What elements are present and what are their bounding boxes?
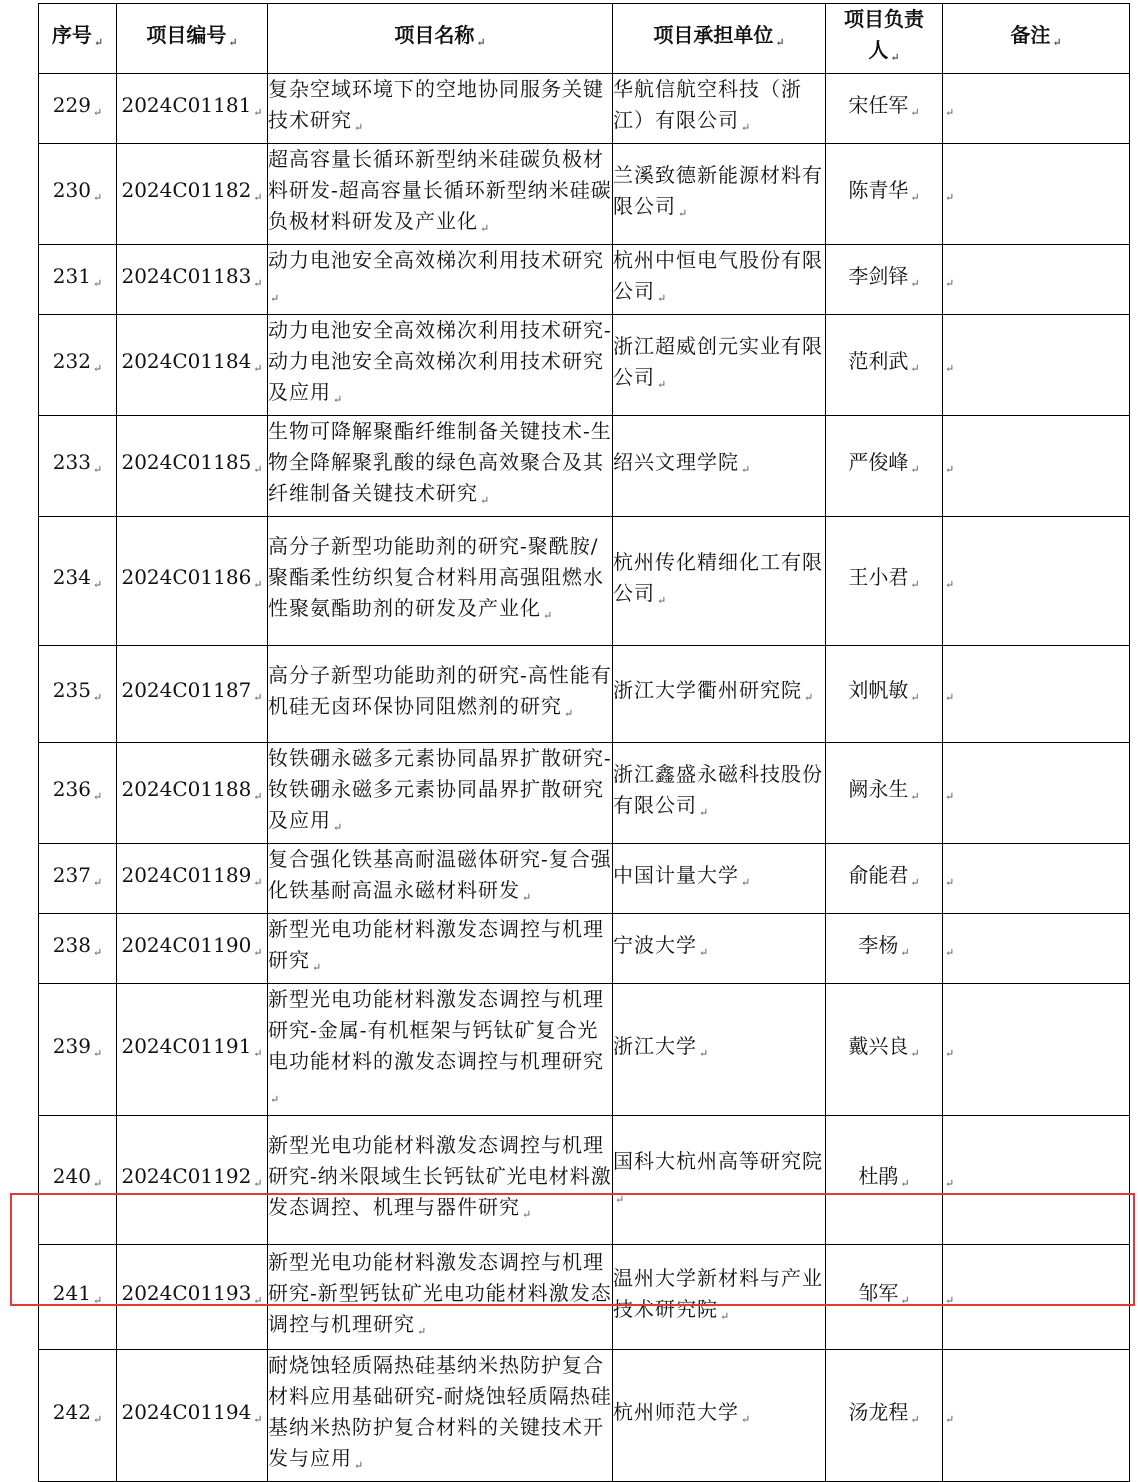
header-leader: 项目负责人 $_↵$ xyxy=(826,4,943,74)
cell-leader: 俞能君 $_↵$ xyxy=(826,844,943,914)
cell-project-name: 新型光电功能材料激发态调控与机理研究 $_↵$ xyxy=(268,914,613,984)
header-note: 备注 $_↵$ xyxy=(943,4,1130,74)
cell-number: 241 $_↵$ xyxy=(39,1245,117,1350)
table-row xyxy=(39,74,1130,144)
cell-note: ↵ xyxy=(943,1245,1130,1350)
cell-project-code: 2024C01185 $_↵$ xyxy=(117,416,268,517)
table-row xyxy=(39,245,1130,315)
cell-note: ↵ xyxy=(943,914,1130,984)
cell-number: 229 $_↵$ xyxy=(39,74,117,144)
cell-project-name: 动力电池安全高效梯次利用技术研究$_↵$ xyxy=(268,245,613,315)
cell-number: 232 $_↵$ xyxy=(39,315,117,416)
cell-number: 235 $_↵$ xyxy=(39,646,117,743)
cell-project-code: 2024C01181 $_↵$ xyxy=(117,74,268,144)
cell-project-name: 高分子新型功能助剂的研究-高性能有机硅无卤环保协同阻燃剂的研究 $_↵$ xyxy=(268,646,613,743)
cell-number: 237 $_↵$ xyxy=(39,844,117,914)
cell-project-name: 新型光电功能材料激发态调控与机理研究-纳米限域生长钙钛矿光电材料激发态调控、机理与器件研究 $_↵$ xyxy=(268,1116,613,1245)
cell-project-code: 2024C01182 $_↵$ xyxy=(117,144,268,245)
table-row xyxy=(39,844,1130,914)
project-table xyxy=(38,3,1130,1482)
table-row xyxy=(39,416,1130,517)
cell-number: 233 $_↵$ xyxy=(39,416,117,517)
cell-note: ↵ xyxy=(943,984,1130,1116)
cell-organization: 中国计量大学 $_↵$ xyxy=(613,844,826,914)
cell-organization: 杭州师范大学 $_↵$ xyxy=(613,1350,826,1482)
cell-project-code: 2024C01187 $_↵$ xyxy=(117,646,268,743)
cell-note: ↵ xyxy=(943,646,1130,743)
cell-note: ↵ xyxy=(943,74,1130,144)
cell-organization: 宁波大学 $_↵$ xyxy=(613,914,826,984)
cell-number: 236 $_↵$ xyxy=(39,743,117,844)
table-row xyxy=(39,1116,1130,1245)
cell-project-code: 2024C01193 $_↵$ xyxy=(117,1245,268,1350)
cell-project-name: 生物可降解聚酯纤维制备关键技术-生物全降解聚乳酸的绿色高效聚合及其纤维制备关键技术研究 $_↵$ xyxy=(268,416,613,517)
cell-leader: 杜鹃 $_↵$ xyxy=(826,1116,943,1245)
header-row xyxy=(39,4,1130,74)
cell-project-code: 2024C01186 $_↵$ xyxy=(117,517,268,646)
cell-organization: 浙江超威创元实业有限公司 $_↵$ xyxy=(613,315,826,416)
cell-note: ↵ xyxy=(943,416,1130,517)
cell-project-code: 2024C01194 $_↵$ xyxy=(117,1350,268,1482)
cell-number: 242 $_↵$ xyxy=(39,1350,117,1482)
table-row xyxy=(39,914,1130,984)
cell-organization: 浙江大学 $_↵$ xyxy=(613,984,826,1116)
header-unit: 项目承担单位 $_↵$ xyxy=(613,4,826,74)
cell-organization: 国科大杭州高等研究院$_↵$ xyxy=(613,1116,826,1245)
cell-project-name: 超高容量长循环新型纳米硅碳负极材料研发-超高容量长循环新型纳米硅碳负极材料研发及产业化 $_↵$ xyxy=(268,144,613,245)
cell-organization: 杭州中恒电气股份有限公司 $_↵$ xyxy=(613,245,826,315)
cell-organization: 兰溪致德新能源材料有限公司 $_↵$ xyxy=(613,144,826,245)
cell-project-name: 新型光电功能材料激发态调控与机理研究-金属-有机框架与钙钛矿复合光电功能材料的激发态调控与机理研究$_↵$ xyxy=(268,984,613,1116)
cell-note: ↵ xyxy=(943,743,1130,844)
cell-project-name: 钕铁硼永磁多元素协同晶界扩散研究-钕铁硼永磁多元素协同晶界扩散研究及应用 $_↵$ xyxy=(268,743,613,844)
cell-note: ↵ xyxy=(943,1350,1130,1482)
cell-organization: 杭州传化精细化工有限公司 $_↵$ xyxy=(613,517,826,646)
cell-project-name: 动力电池安全高效梯次利用技术研究-动力电池安全高效梯次利用技术研究及应用 $_↵$ xyxy=(268,315,613,416)
cell-organization: 温州大学新材料与产业技术研究院 $_↵$ xyxy=(613,1245,826,1350)
cell-project-code: 2024C01190 $_↵$ xyxy=(117,914,268,984)
cell-leader: 刘帆敏 $_↵$ xyxy=(826,646,943,743)
table-row xyxy=(39,1350,1130,1482)
cell-project-code: 2024C01189 $_↵$ xyxy=(117,844,268,914)
cell-note: ↵ xyxy=(943,517,1130,646)
cell-leader: 阙永生 $_↵$ xyxy=(826,743,943,844)
header-code: 项目编号 $_↵$ xyxy=(117,4,268,74)
cell-project-name: 耐烧蚀轻质隔热硅基纳米热防护复合材料应用基础研究-耐烧蚀轻质隔热硅基纳米热防护复合材料的关键技术开发与应用 $_↵$ xyxy=(268,1350,613,1482)
cell-note: ↵ xyxy=(943,144,1130,245)
cell-project-name: 复合强化铁基高耐温磁体研究-复合强化铁基耐高温永磁材料研发 $_↵$ xyxy=(268,844,613,914)
cell-project-code: 2024C01192 $_↵$ xyxy=(117,1116,268,1245)
cell-project-code: 2024C01184 $_↵$ xyxy=(117,315,268,416)
cell-number: 238 $_↵$ xyxy=(39,914,117,984)
cell-leader: 戴兴良 $_↵$ xyxy=(826,984,943,1116)
cell-project-code: 2024C01191 $_↵$ xyxy=(117,984,268,1116)
cell-leader: 李剑铎 $_↵$ xyxy=(826,245,943,315)
table-row xyxy=(39,743,1130,844)
cell-leader: 范利武 $_↵$ xyxy=(826,315,943,416)
cell-note: ↵ xyxy=(943,315,1130,416)
table-row xyxy=(39,517,1130,646)
header-no: 序号 $_↵$ xyxy=(39,4,117,74)
cell-note: ↵ xyxy=(943,844,1130,914)
cell-leader: 严俊峰 $_↵$ xyxy=(826,416,943,517)
cell-note: ↵ xyxy=(943,1116,1130,1245)
cell-number: 234 $_↵$ xyxy=(39,517,117,646)
cell-leader: 邹军 $_↵$ xyxy=(826,1245,943,1350)
cell-project-name: 复杂空域环境下的空地协同服务关键技术研究 $_↵$ xyxy=(268,74,613,144)
cell-organization: 华航信航空科技（浙江）有限公司 $_↵$ xyxy=(613,74,826,144)
table-row xyxy=(39,984,1130,1116)
cell-number: 239 $_↵$ xyxy=(39,984,117,1116)
header-name: 项目名称 $_↵$ xyxy=(268,4,613,74)
cell-organization: 浙江大学衢州研究院 $_↵$ xyxy=(613,646,826,743)
cell-number: 231 $_↵$ xyxy=(39,245,117,315)
table-row xyxy=(39,315,1130,416)
table-row xyxy=(39,144,1130,245)
cell-leader: 王小君 $_↵$ xyxy=(826,517,943,646)
cell-project-code: 2024C01188 $_↵$ xyxy=(117,743,268,844)
cell-leader: 宋任军 $_↵$ xyxy=(826,74,943,144)
cell-leader: 汤龙程 $_↵$ xyxy=(826,1350,943,1482)
table-row xyxy=(39,646,1130,743)
cell-organization: 绍兴文理学院 $_↵$ xyxy=(613,416,826,517)
cell-leader: 李杨 $_↵$ xyxy=(826,914,943,984)
table-row xyxy=(39,1245,1130,1350)
cell-organization: 浙江鑫盛永磁科技股份有限公司 $_↵$ xyxy=(613,743,826,844)
cell-number: 240 $_↵$ xyxy=(39,1116,117,1245)
cell-project-name: 高分子新型功能助剂的研究-聚酰胺/聚酯柔性纺织复合材料用高强阻燃水性聚氨酯助剂的研发及产业化 $_↵$ xyxy=(268,517,613,646)
cell-project-name: 新型光电功能材料激发态调控与机理研究-新型钙钛矿光电功能材料激发态调控与机理研究 $_↵$ xyxy=(268,1245,613,1350)
cell-note: ↵ xyxy=(943,245,1130,315)
cell-number: 230 $_↵$ xyxy=(39,144,117,245)
cell-project-code: 2024C01183 $_↵$ xyxy=(117,245,268,315)
cell-leader: 陈青华 $_↵$ xyxy=(826,144,943,245)
